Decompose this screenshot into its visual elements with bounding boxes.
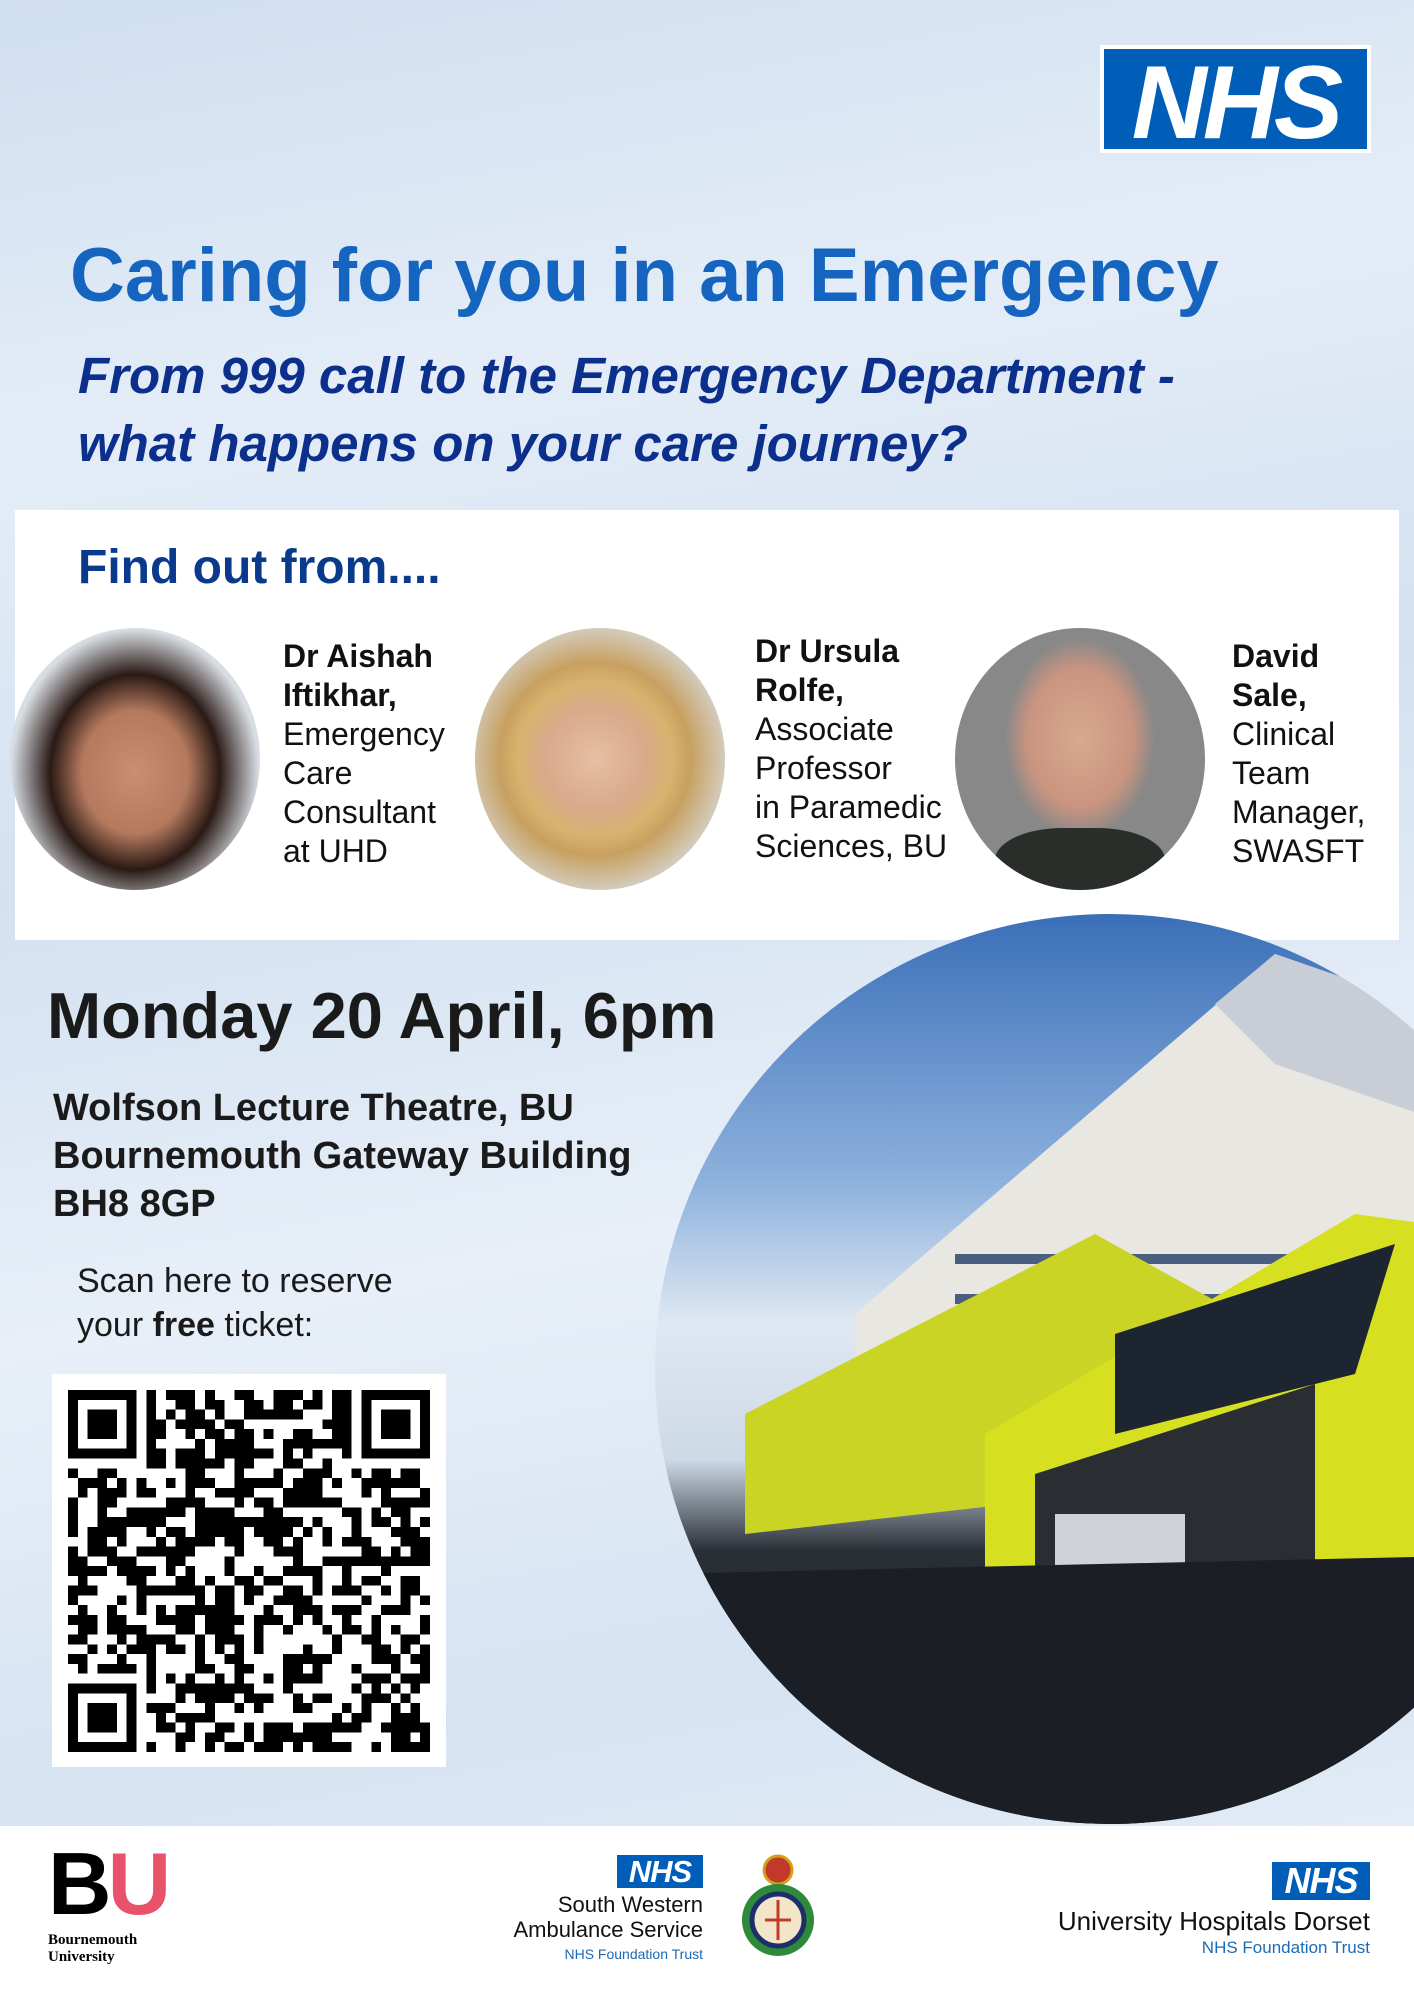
speaker-role: in Paramedic — [755, 789, 942, 825]
speakers-heading: Find out from.... — [78, 541, 441, 594]
venue-line-3: BH8 8GP — [53, 1183, 216, 1225]
swas-name-line: Ambulance Service — [513, 1917, 703, 1942]
bu-name-line: Bournemouth — [48, 1932, 138, 1948]
nhs-logo: NHS — [1100, 45, 1371, 153]
subtitle-line-2: what happens on your care journey? — [78, 415, 968, 472]
uhd-trust: NHS Foundation Trust — [1201, 1938, 1370, 1957]
speaker-role: Sciences, BU — [755, 828, 948, 864]
scan-text: your — [77, 1306, 153, 1344]
swas-trust: NHS Foundation Trust — [564, 1946, 703, 1962]
speaker-photo-aishah — [10, 628, 260, 890]
scan-instruction-2 — [77, 1306, 313, 1345]
speaker-role: Emergency — [283, 716, 445, 752]
speaker-name: Sale, — [1232, 677, 1307, 713]
subtitle-line-1: From 999 call to the Emergency Department - — [78, 347, 1175, 404]
speaker-name: Dr Ursula — [755, 633, 900, 669]
speaker-2-text — [755, 632, 947, 866]
speaker-role: Care — [283, 755, 353, 791]
swas-nhs-logo: NHS — [617, 1855, 703, 1888]
swas-name-line: South Western — [557, 1892, 703, 1917]
speaker-name: Rolfe, — [755, 672, 844, 708]
scan-instruction: Scan here to reserve — [77, 1262, 393, 1300]
page-title: Caring for you in an Emergency — [70, 233, 1219, 318]
speaker-name: Iftikhar, — [283, 677, 397, 713]
speaker-name: David — [1232, 638, 1320, 674]
speaker-1-text — [283, 637, 445, 871]
speaker-role: SWASFT — [1232, 833, 1365, 869]
scan-text: ticket: — [214, 1306, 314, 1344]
speaker-photo-david — [955, 628, 1205, 890]
speaker-role: Professor — [755, 750, 892, 786]
speaker-role: Team — [1232, 755, 1311, 791]
venue-line-1: Wolfson Lecture Theatre, BU — [53, 1087, 574, 1129]
bu-name-line: University — [48, 1949, 115, 1965]
speaker-role: Clinical — [1232, 716, 1336, 752]
ambulance-photo — [655, 914, 1414, 1824]
venue-line-2: Bournemouth Gateway Building — [53, 1135, 632, 1177]
speaker-role: at UHD — [283, 833, 388, 869]
scan-text-bold: free — [152, 1306, 215, 1344]
uhd-name: University Hospitals Dorset — [1057, 1906, 1370, 1936]
bu-name — [48, 1932, 137, 1966]
event-date: Monday 20 April, 6pm — [47, 979, 717, 1052]
speaker-name: Dr Aishah — [283, 638, 433, 674]
speaker-role: Manager, — [1232, 794, 1366, 830]
ticket-qr-code[interactable] — [52, 1374, 446, 1767]
swas-name — [513, 1892, 703, 1942]
speaker-role: Associate — [755, 711, 894, 747]
speaker-photo-ursula — [475, 628, 725, 890]
uhd-nhs-logo: NHS — [1272, 1862, 1370, 1900]
ambulance-crest-icon — [735, 1848, 821, 1966]
speaker-role: Consultant — [283, 794, 436, 830]
bu-logo: BU — [48, 1834, 168, 1933]
speaker-3-text — [1232, 637, 1365, 871]
